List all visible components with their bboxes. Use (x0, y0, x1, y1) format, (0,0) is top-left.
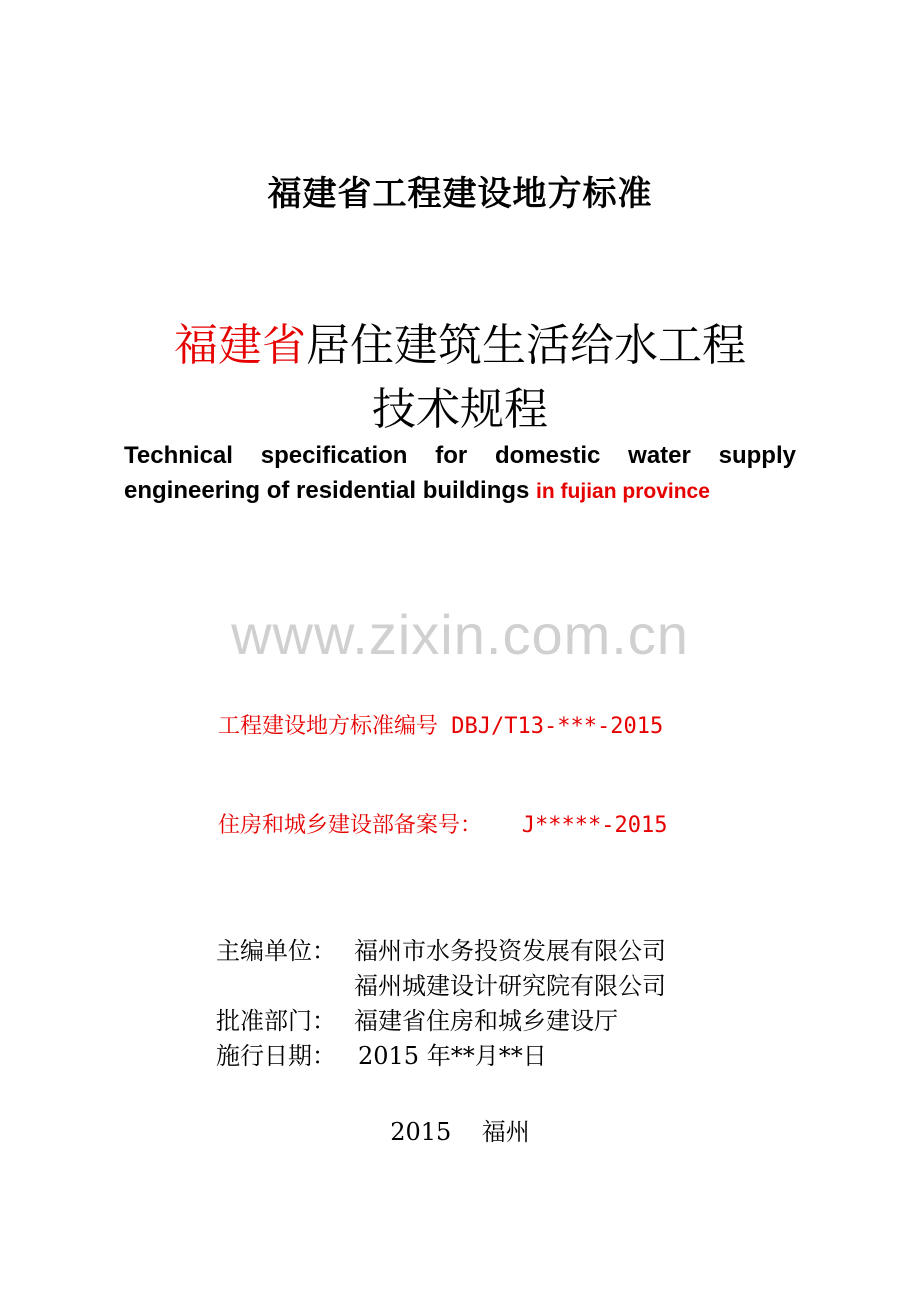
main-title-province: 福建省 (174, 320, 306, 371)
editor-label-spacer (216, 969, 354, 1004)
approval-label: 批准部门： (216, 1007, 336, 1035)
main-title-subject: 居住建筑生活给水工程 (306, 320, 746, 371)
date-value: 2015 年**月**日 (358, 1042, 547, 1070)
footer-city: 福州 (481, 1118, 530, 1146)
record-number-row (218, 809, 667, 842)
watermark: www.zixin.com.cn (231, 603, 689, 666)
english-title-subject: engineering of residential buildings (124, 477, 530, 504)
record-number-value: J*****-2015 (521, 813, 668, 838)
standard-number-row (218, 710, 667, 743)
english-word: for (435, 442, 468, 469)
editor-value-1: 福州市水务投资发展有限公司 (354, 937, 666, 965)
english-title-line1 (124, 438, 796, 473)
english-word: supply (718, 442, 796, 469)
footer-year: 2015 (390, 1118, 452, 1146)
publication-info (216, 934, 666, 1074)
editor-row-2 (216, 969, 666, 1004)
main-title-line2: 技术规程 (372, 384, 548, 435)
editor-value-2: 福州城建设计研究院有限公司 (354, 972, 666, 1000)
english-word: domestic (495, 442, 601, 469)
english-word: specification (260, 442, 408, 469)
approval-row (216, 1004, 666, 1039)
approval-value: 福建省住房和城乡建设厅 (354, 1007, 618, 1035)
standard-number-label: 工程建设地方标准编号 (218, 714, 439, 739)
english-title-province: in fujian province (536, 480, 710, 503)
record-number-label: 住房和城乡建设部备案号： (218, 813, 483, 838)
english-title (124, 438, 796, 509)
english-title-line2 (124, 473, 796, 509)
header-title: 福建省工程建设地方标准 (267, 174, 653, 214)
english-word: Technical (124, 442, 233, 469)
main-title-line1 (0, 318, 920, 374)
standard-numbers (218, 644, 667, 908)
standard-number-value: DBJ/T13-***-2015 (451, 714, 664, 739)
editor-label: 主编单位： (216, 937, 336, 965)
english-word: water (628, 442, 691, 469)
date-row (216, 1039, 666, 1074)
editor-row (216, 934, 666, 969)
date-label: 施行日期： (216, 1042, 336, 1070)
footer (0, 1112, 920, 1147)
